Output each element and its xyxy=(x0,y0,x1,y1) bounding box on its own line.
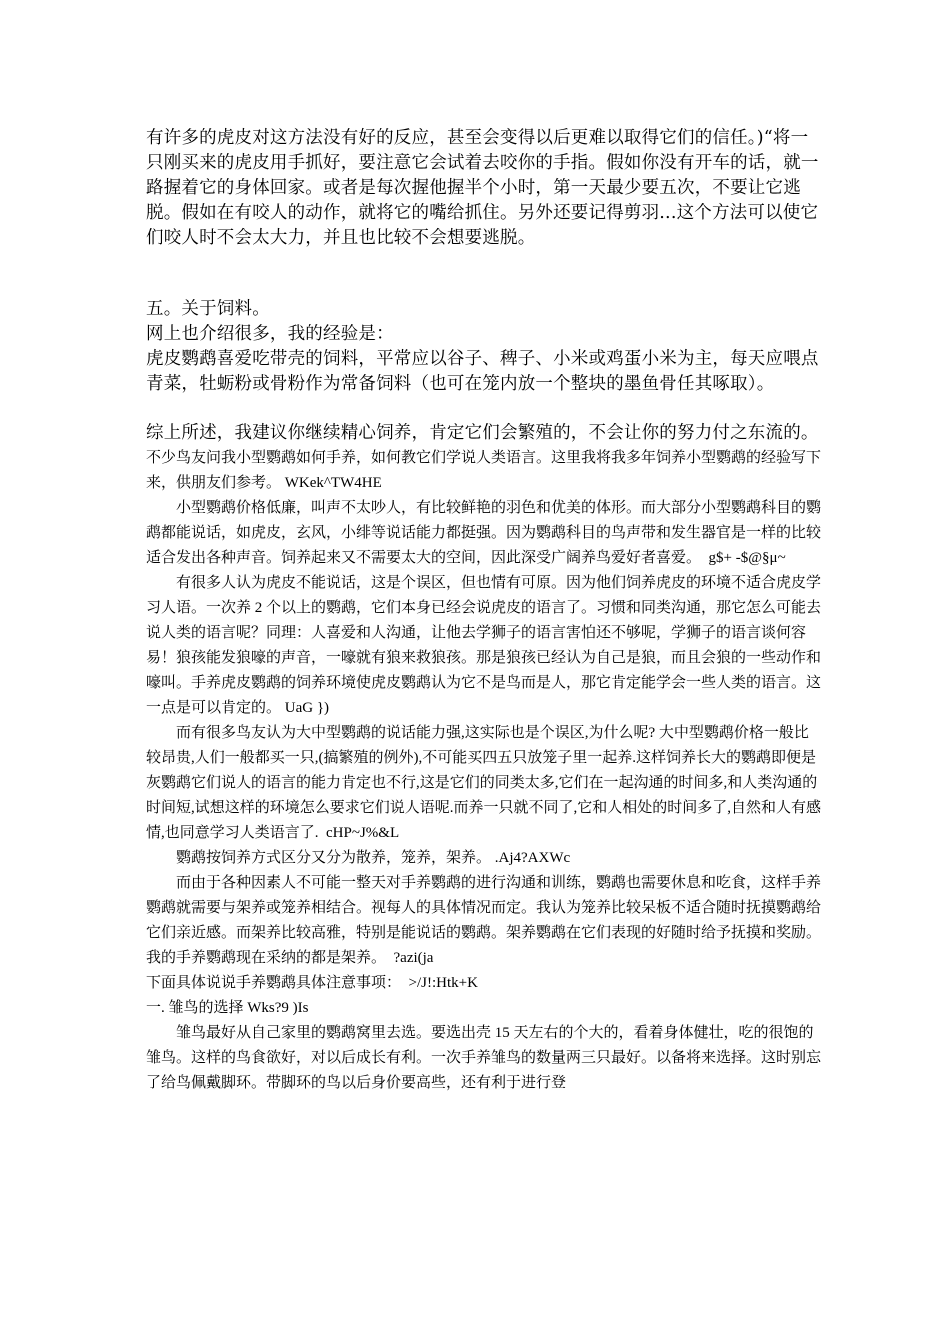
paragraph-feed-intro: 网上也介绍很多，我的经验是： xyxy=(146,324,394,344)
paragraph-stand-keeping: 而由于各种因素人不可能一整天对手养鹦鹉的进行沟通和训练，鹦鹉也需要休息和吃食，这样手养鹦鹉就需要与架养或笼养相结合。视每人的具体情况而定。我认为笼养比较呆板不适合随时抚摸鹦鹉给它们亲近感。而架养比较高雅，特别是能说话的鹦鹉。架养鹦鹉在它们表现的好随时给予抚摸和奖励。我的手养鹦鹉现在采纳的都是架养。 ?azi(ja xyxy=(146,875,822,966)
section-heading-feed: 五。关于饲料。 xyxy=(146,299,270,319)
paragraph-notes-intro: 下面具体说说手养鹦鹉具体注意事项： >/J!:Htk+K xyxy=(146,975,478,991)
section-heading-chick-selection: 一. 雏鸟的选择 Wks?9 )Is xyxy=(146,1000,309,1016)
paragraph-summary: 综上所述，我建议你继续精心饲养，肯定它们会繁殖的，不会让你的努力付之东流的。 xyxy=(146,423,819,443)
paragraph-large-parrot-myth: 而有很多鸟友认为大中型鹦鹉的说话能力强,这实际也是个误区,为什么呢? 大中型鹦鹉价格一般比较昂贵,人们一般都买一只,(搞繁殖的例外),不可能买四五只放笼子里一起养.这样饲养长大的鹦鹉即便是灰鹦鹉它们说人的语言的能力肯定也不行,这是它们的同类太多,它们在一起沟通的时间多,和人类沟通的时间短,试想这样的环境怎么要求它们说人语呢.而养一只就不同了,它和人相处的时间多了,自然和人有感情,也同意学习人类语言了. cHP~J%&L xyxy=(146,725,822,841)
paragraph-small-parrot-traits: 小型鹦鹉价格低廉，叫声不太吵人，有比较鲜艳的羽色和优美的体形。而大部分小型鹦鹉科目的鹦鹉都能说话，如虎皮，玄风，小绯等说话能力都挺强。因为鹦鹉科目的鸟声带和发生器官是一样的比较适合发出各种声音。饲养起来又不需要太大的空间，因此深受广阔养鸟爱好者喜爱。 g$+ -$@§μ~ xyxy=(146,500,822,566)
paragraph-handling-method: 有许多的虎皮对这方法没有好的反应，甚至会变得以后更难以取得它们的信任。)“将一只刚买来的虎皮用手抓好，要注意它会试着去咬你的手指。假如你没有开车的话，就一路握着它的身体回家。或者是每次握他握半个小时，第一天最少要五次，不要让它逃脱。假如在有咬人的动作，就将它的嘴给抓住。另外还要记得剪羽...这个方法可以使它们咬人时不会太大力，并且也比较不会想要逃脱。 xyxy=(146,128,819,248)
paragraph-intro-small-parrots: 不少鸟友问我小型鹦鹉如何手养，如何教它们学说人类语言。这里我将我多年饲养小型鹦鹉的经验写下来，供朋友们参考。 WKek^TW4HE xyxy=(146,450,822,491)
paragraph-housing-types: 鹦鹉按饲养方式区分又分为散养，笼养，架养。 .Aj4?AXWc xyxy=(176,850,571,866)
spacer xyxy=(146,251,822,297)
paragraph-feed-detail: 虎皮鹦鹉喜爱吃带壳的饲料，平常应以谷子、稗子、小米或鸡蛋小米为主，每天应喂点青菜，牡蛎粉或骨粉作为常备饲料（也可在笼内放一个整块的墨鱼骨任其啄取）。 xyxy=(146,349,819,394)
paragraph-budgie-speech: 有很多人认为虎皮不能说话，这是个误区，但也情有可原。因为他们饲养虎皮的环境不适合虎皮学习人语。一次养 2 个以上的鹦鹉，它们本身已经会说虎皮的语言了。习惯和同类沟通，那它怎么可能去说人类的语言呢？同理：人喜爱和人沟通，让他去学狮子的语言害怕还不够呢，学狮子的语言谈何容易！狼孩能发狼嚎的声音，一嚎就有狼来救狼孩。那是狼孩已经认为自己是狼，而且会狼的一些动作和嚎叫。手养虎皮鹦鹉的饲养环境使虎皮鹦鹉认为它不是鸟而是人，那它肯定能学会一些人类的语言。这一点是可以肯定的。 UaG }) xyxy=(146,575,822,716)
spacer xyxy=(146,397,822,421)
paragraph-chick-selection: 雏鸟最好从自己家里的鹦鹉窝里去选。要选出壳 15 天左右的个大的，看着身体健壮，吃的很饱的雏鸟。这样的鸟食欲好，对以后成长有利。一次手养雏鸟的数量两三只最好。以备将来选择。这时别忘了给鸟佩戴脚环。带脚环的鸟以后身价要高些，还有利于进行登 xyxy=(146,1025,822,1091)
document-body xyxy=(146,126,822,1096)
